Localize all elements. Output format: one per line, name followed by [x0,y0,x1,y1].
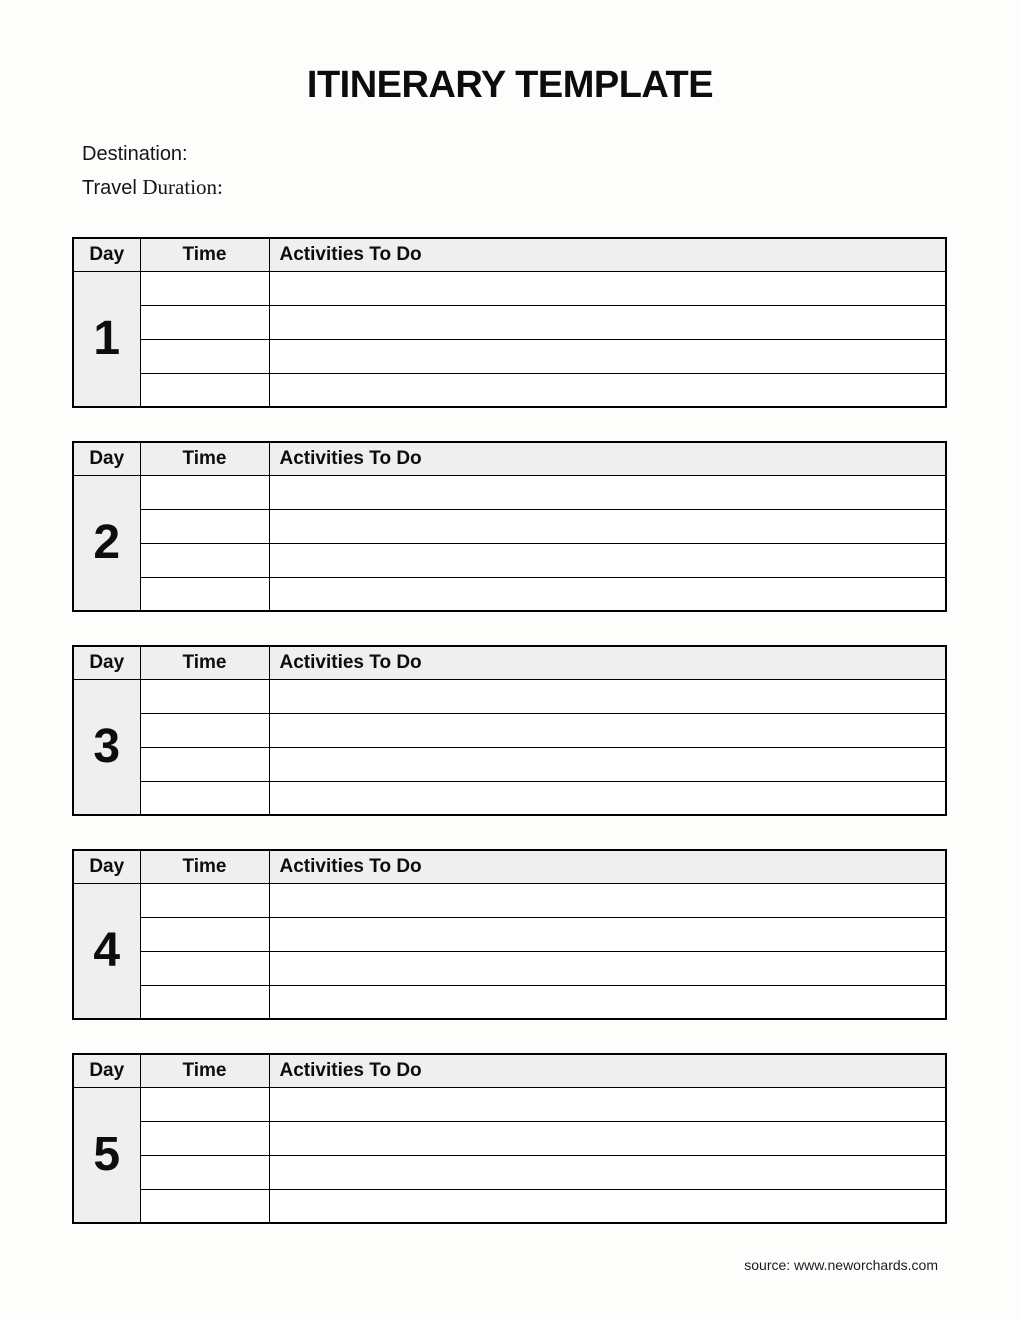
time-column-header: Time [140,646,269,679]
time-cell [140,373,269,407]
itinerary-row [73,1087,946,1121]
time-cell [140,781,269,815]
itinerary-row [73,883,946,917]
table-header-row [73,1054,946,1087]
activities-column-header: Activities To Do [269,442,946,475]
itinerary-row [73,373,946,407]
day-number: 4 [73,883,140,1019]
activity-cell [269,1087,946,1121]
activity-cell [269,577,946,611]
time-cell [140,1189,269,1223]
time-cell [140,1155,269,1189]
itinerary-row [73,747,946,781]
itinerary-row [73,917,946,951]
source-credit: source: www.neworchards.com [744,1257,938,1273]
itinerary-tables [72,237,947,1224]
activity-cell [269,339,946,373]
time-cell [140,917,269,951]
activity-cell [269,305,946,339]
time-cell [140,985,269,1019]
activity-cell [269,713,946,747]
activity-cell [269,951,946,985]
time-cell [140,305,269,339]
activity-cell [269,679,946,713]
itinerary-row [73,475,946,509]
itinerary-row [73,543,946,577]
time-cell [140,679,269,713]
travel-word: Travel [82,177,137,199]
day-table [72,849,947,1020]
itinerary-row [73,713,946,747]
itinerary-row [73,985,946,1019]
activity-cell [269,509,946,543]
activity-cell [269,917,946,951]
day-table [72,441,947,612]
activity-cell [269,985,946,1019]
time-cell [140,1087,269,1121]
itinerary-row [73,781,946,815]
activity-cell [269,1155,946,1189]
activity-cell [269,747,946,781]
time-cell [140,509,269,543]
day-number: 2 [73,475,140,611]
table-header-row [73,646,946,679]
itinerary-row [73,1121,946,1155]
activities-column-header: Activities To Do [269,850,946,883]
itinerary-row [73,339,946,373]
day-number: 1 [73,271,140,407]
activity-cell [269,1189,946,1223]
table-header-row [73,850,946,883]
itinerary-row [73,679,946,713]
itinerary-row [73,1189,946,1223]
time-cell [140,713,269,747]
itinerary-row [73,305,946,339]
time-cell [140,543,269,577]
activity-cell [269,781,946,815]
time-cell [140,271,269,305]
activity-cell [269,883,946,917]
day-table [72,645,947,816]
day-table [72,237,947,408]
activity-cell [269,1121,946,1155]
activity-cell [269,475,946,509]
itinerary-row [73,271,946,305]
trip-meta [82,143,1020,200]
activity-cell [269,373,946,407]
time-column-header: Time [140,1054,269,1087]
time-column-header: Time [140,442,269,475]
itinerary-row [73,509,946,543]
time-cell [140,951,269,985]
itinerary-row [73,951,946,985]
itinerary-row [73,1155,946,1189]
day-table [72,1053,947,1224]
activities-column-header: Activities To Do [269,1054,946,1087]
day-number: 3 [73,679,140,815]
activity-cell [269,271,946,305]
day-column-header: Day [73,238,140,271]
time-cell [140,475,269,509]
day-column-header: Day [73,1054,140,1087]
day-column-header: Day [73,442,140,475]
day-number: 5 [73,1087,140,1223]
day-column-header: Day [73,646,140,679]
time-column-header: Time [140,850,269,883]
time-column-header: Time [140,238,269,271]
time-cell [140,747,269,781]
activities-column-header: Activities To Do [269,238,946,271]
destination-label: Destination: [82,143,188,165]
table-header-row [73,442,946,475]
time-cell [140,883,269,917]
table-header-row [73,238,946,271]
day-column-header: Day [73,850,140,883]
duration-word: Duration: [142,175,223,199]
time-cell [140,577,269,611]
activities-column-header: Activities To Do [269,646,946,679]
page-title: ITINERARY TEMPLATE [306,64,714,106]
activity-cell [269,543,946,577]
time-cell [140,1121,269,1155]
itinerary-row [73,577,946,611]
time-cell [140,339,269,373]
travel-duration-label [82,175,1020,200]
